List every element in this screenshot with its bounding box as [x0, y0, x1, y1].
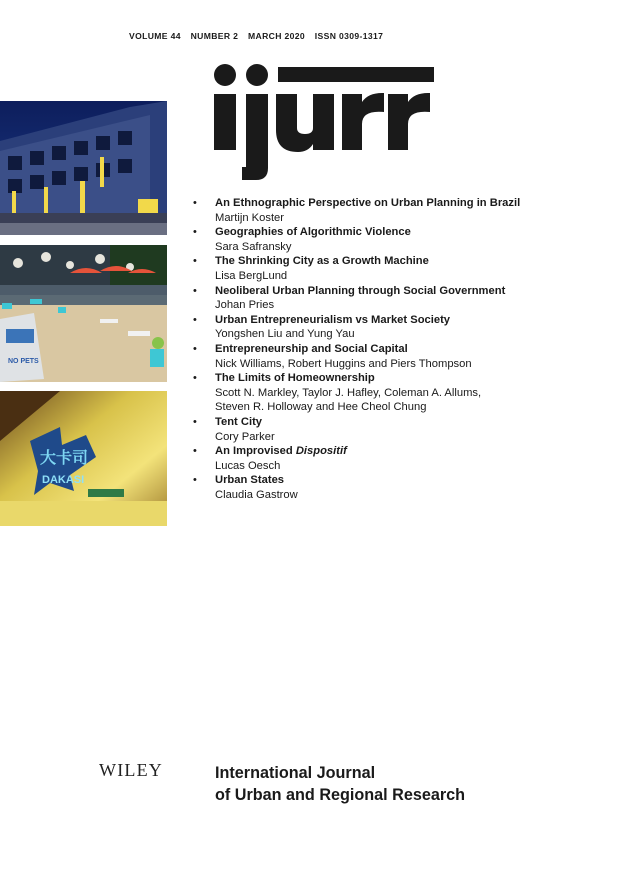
bullet: •: [193, 197, 197, 209]
article-title: Tent City: [215, 415, 263, 428]
article-author: Martijn Koster: [215, 211, 285, 224]
svg-text:NO PETS: NO PETS: [8, 358, 39, 365]
bullet: •: [193, 313, 197, 326]
article-title: Entrepreneurship and Social Capital: [215, 342, 408, 355]
article-title: An Ethnographic Perspective on Urban Planning in Brazil: [215, 197, 521, 209]
toc-item: [193, 444, 613, 473]
article-author: Cory Parker: [215, 430, 275, 443]
article-author: Lisa BergLund: [215, 269, 288, 282]
issn: ISSN 0309-1317: [314, 31, 384, 41]
bullet: •: [193, 445, 197, 458]
article-title: Urban Entrepreneurialism vs Market Society: [215, 313, 451, 326]
toc-item: [193, 415, 613, 444]
svg-text:DAKASI: DAKASI: [42, 474, 85, 486]
toc-item: [193, 284, 613, 313]
article-title: The Limits of Homeownership: [215, 372, 375, 385]
article-title: Neoliberal Urban Planning through Social Government: [215, 284, 506, 297]
publisher-logo: WILEY: [99, 760, 163, 780]
article-author: Sara Safransky: [215, 240, 292, 253]
article-title: [215, 444, 613, 459]
article-title-prefix: An Improvised: [215, 445, 296, 458]
toc-item: [193, 225, 613, 254]
article-author: Yongshen Liu and Yung Yau: [215, 328, 355, 341]
article-author: Lucas Oesch: [215, 459, 281, 472]
article-author-continued: Steven R. Holloway and Hee Cheol Chung: [215, 401, 427, 414]
toc-item: [193, 313, 613, 342]
article-title: Urban States: [215, 474, 285, 487]
toc-item: [193, 473, 613, 502]
volume: VOLUME 44: [129, 31, 181, 41]
cover-photo-building: [0, 101, 167, 235]
toc-item: [193, 196, 613, 225]
journal-title-line2: of Urban and Regional Research: [215, 786, 466, 804]
ijurr-logo: [212, 64, 436, 182]
article-title: The Shrinking City as a Growth Machine: [215, 255, 429, 268]
svg-text:大卡司: 大卡司: [40, 448, 89, 467]
article-author: Nick Williams, Robert Huggins and Piers Thompson: [215, 357, 472, 370]
bullet: •: [193, 342, 197, 355]
date: MARCH 2020: [248, 31, 306, 41]
article-author: Scott N. Markley, Taylor J. Hafley, Coleman A. Allums,: [215, 386, 482, 399]
cover-photo-neon-sign: [0, 391, 167, 526]
article-author: Claudia Gastrow: [215, 488, 298, 501]
bullet: •: [193, 474, 197, 487]
toc-item: [193, 342, 613, 371]
bullet: •: [193, 415, 197, 428]
bullet: •: [193, 284, 197, 297]
bullet: •: [193, 226, 197, 239]
table-of-contents: [193, 196, 613, 502]
bullet: •: [193, 255, 197, 268]
bullet: •: [193, 372, 197, 385]
issue-info: [129, 31, 390, 41]
article-title-italic: Dispositif: [295, 445, 347, 458]
article-title: Geographies of Algorithmic Violence: [215, 226, 411, 239]
toc-item: [193, 371, 613, 415]
toc-item: [193, 254, 613, 283]
article-author: Johan Pries: [215, 299, 275, 312]
journal-title-line1: International Journal: [215, 764, 376, 782]
number: NUMBER 2: [190, 31, 239, 41]
journal-title: [215, 762, 465, 806]
cover-photo-beach: [0, 245, 167, 382]
